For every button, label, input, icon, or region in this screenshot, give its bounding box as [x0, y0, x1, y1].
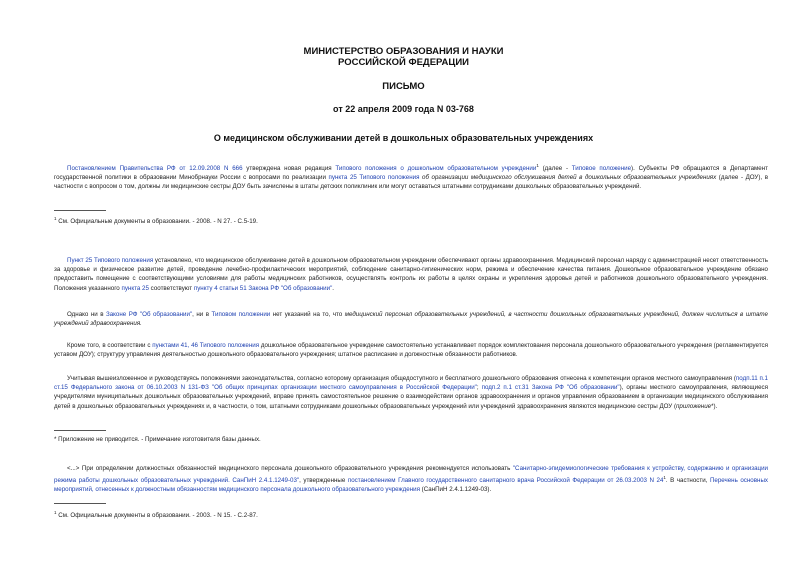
footnote-2	[54, 435, 768, 444]
text: Однако ни в	[67, 311, 106, 318]
link-federal-law-131[interactable]: подп.11 п.1 ст.15 Федерального закона от 06.10.2003 N 131-ФЗ "Об общих принципах организации местного самоуправления в Российской Федерации"	[54, 375, 769, 392]
text: ), органы местного самоуправления, являющиеся учредителями муниципальных дошкольных образовательных учреждений, вправе принять самостоятельное решение о взаимодействии органов здравоохранения и органов управления образованием в организации медицинского обслуживания детей в дошкольных образовательных учреждениях и, в частности, о том, штатными сотрудниками дошкольных образовательных учреждений или учреждений здравоохранения являются медицинские сестры ДОУ (	[54, 384, 768, 410]
text: (СанПиН 2.4.1.1249-03).	[419, 486, 492, 494]
paragraph-1	[54, 161, 768, 192]
footnote-1	[54, 214, 768, 226]
italic-text: приложение	[676, 402, 712, 410]
link-point-25-short[interactable]: пункта 25	[121, 284, 149, 292]
document-subject: О медицинском обслуживании детей в дошкольных образовательных учреждениях	[213, 133, 594, 143]
text: соответствуют	[148, 284, 194, 292]
link-model-regulation[interactable]: Типового положения о дошкольном образовательном учреждении	[335, 165, 537, 173]
text: , ни в	[192, 311, 212, 318]
footnote-separator	[54, 503, 106, 504]
link-point-25-model[interactable]: Пункт 25 Типового положения	[67, 257, 154, 264]
paragraph-6	[54, 464, 768, 495]
link-points-41-46[interactable]: пунктами 41, 46 Типового положения	[152, 342, 260, 349]
footnote-marker: 1	[54, 216, 57, 221]
text: установлено, что медицинское обслуживание детей в дошкольном образовательном учреждении обеспечивают органы здравоохранения. Медицинский персонал наряду с администрацией несет ответственность за здоровье и физическое развитие детей, проведение лечебно-профилактических мероприятий, соблюдение санитарно-гигиенических норм, режима и обеспечение качества питания. Дошкольное образовательное учреждение обязано предоставить помещение с соответствующими условиями для работы медицинских работников, осуществлять контроль их работы в целях охраны и укрепления здоровья детей и работников дошкольного образовательного учреждения. Положения указанного	[54, 257, 768, 292]
ministry-heading	[0, 46, 807, 68]
ministry-line-1: МИНИСТЕРСТВО ОБРАЗОВАНИЯ И НАУКИ	[303, 46, 504, 57]
text: (далее -	[538, 165, 572, 173]
link-sanpin[interactable]: "Санитарно-эпидемиологические требования к устройству, содержанию и организации режима работы дошкольных образовательных учреждений. СанПиН 2.4.1.1249-03"	[54, 465, 768, 485]
footnote-text: См. Официальные документы в образовании. - 2003. - N 15. - С.2-87.	[56, 512, 258, 520]
link-education-law-article-31[interactable]: подп.2 п.1 ст.31 Закона РФ "Об образовании"	[481, 384, 620, 392]
link-point-25[interactable]: пункта 25 Типового положения	[328, 174, 420, 182]
text: (далее - ДОУ), в частности с вопросом о том, должны ли медицинские сестры ДОУ быть зачислены в штаты детских поликлиник или могут оставаться штатными сотрудниками дошкольных образовательных учреждений.	[54, 174, 769, 191]
footnote-ref[interactable]: 1	[663, 475, 666, 481]
italic-text: об организации медицинского обслуживания детей в дошкольных образовательных учреждениях	[419, 174, 717, 182]
text: Учитывая вышеизложенное и руководствуясь положениями законодательства, согласно которому организация общедоступного и бесплатного дошкольного образования отнесена к компетенции органов местного самоуправления (	[67, 375, 736, 382]
text: Кроме того, в соответствии с	[67, 342, 153, 349]
footnote-text: * Приложение не приводится. - Примечание изготовителя базы данных.	[54, 436, 261, 443]
italic-text: медицинский персонал образовательных учреждений, в частности дошкольных образовательных учреждений, должен числиться в штате учреждений здравоохранения.	[54, 311, 768, 328]
document-date: от 22 апреля 2009 года N 03-768	[333, 104, 474, 114]
text: , утвержденные	[299, 477, 348, 485]
paragraph-2	[54, 256, 768, 293]
link-measures-list[interactable]: Перечень основных мероприятий, отнесенных к должностным обязанностям медицинского персонала дошкольного образовательного учреждения	[54, 477, 768, 494]
text: <...> При определении должностных обязанностей медицинского персонала дошкольного образовательного учреждения рекомендуется использовать	[67, 465, 513, 472]
text: . В частности,	[665, 477, 710, 485]
link-model-regulation-short[interactable]: Типовое положение	[571, 165, 632, 173]
footnote-ref[interactable]: 1	[536, 163, 539, 168]
footnote-marker: 1	[54, 510, 57, 515]
paragraph-5	[54, 374, 768, 411]
text: .	[332, 284, 335, 292]
link-government-decree[interactable]: Постановлением Правительства РФ от 12.09.2008 N 666	[67, 165, 243, 173]
text: утверждена новая редакция	[242, 165, 336, 173]
paragraph-3	[54, 310, 768, 328]
footnote-separator	[54, 430, 106, 431]
text: *).	[711, 402, 718, 410]
link-education-law[interactable]: Законе РФ "Об образовании"	[105, 311, 193, 318]
link-education-law-article-51[interactable]: пункту 4 статьи 51 Закона РФ "Об образовании"	[193, 284, 333, 292]
text: нет указаний на то, что	[270, 311, 345, 318]
footnote-text: См. Официальные документы в образовании. - 2008. - N 27. - С.5-19.	[56, 218, 258, 226]
footnote-3	[54, 508, 768, 520]
footnote-separator	[54, 210, 106, 211]
text: ). Субъекты РФ обращаются в Департамент государственной политики в образовании Минобрнауки России с вопросами по реализации	[54, 165, 768, 182]
text: ;	[476, 384, 482, 392]
document-type: ПИСЬМО	[382, 81, 425, 92]
paragraph-4	[54, 341, 768, 359]
ministry-line-2: РОССИЙСКОЙ ФЕДЕРАЦИИ	[337, 57, 469, 68]
text: дошкольное образовательное учреждение самостоятельно устанавливает порядок комплектования персонала дошкольного образовательного учреждения (регламентируется уставом ДОУ); структуру управления деятельностью дошкольного образовательного учреждения; штатное расписание и должностные обязанности работников.	[54, 342, 768, 359]
link-sanitary-decree[interactable]: постановлением Главного государственного санитарного врача Российской Федерации от 26.03.2003 N 24	[347, 477, 664, 485]
link-model-regulation-2[interactable]: Типовом положении	[211, 311, 271, 318]
